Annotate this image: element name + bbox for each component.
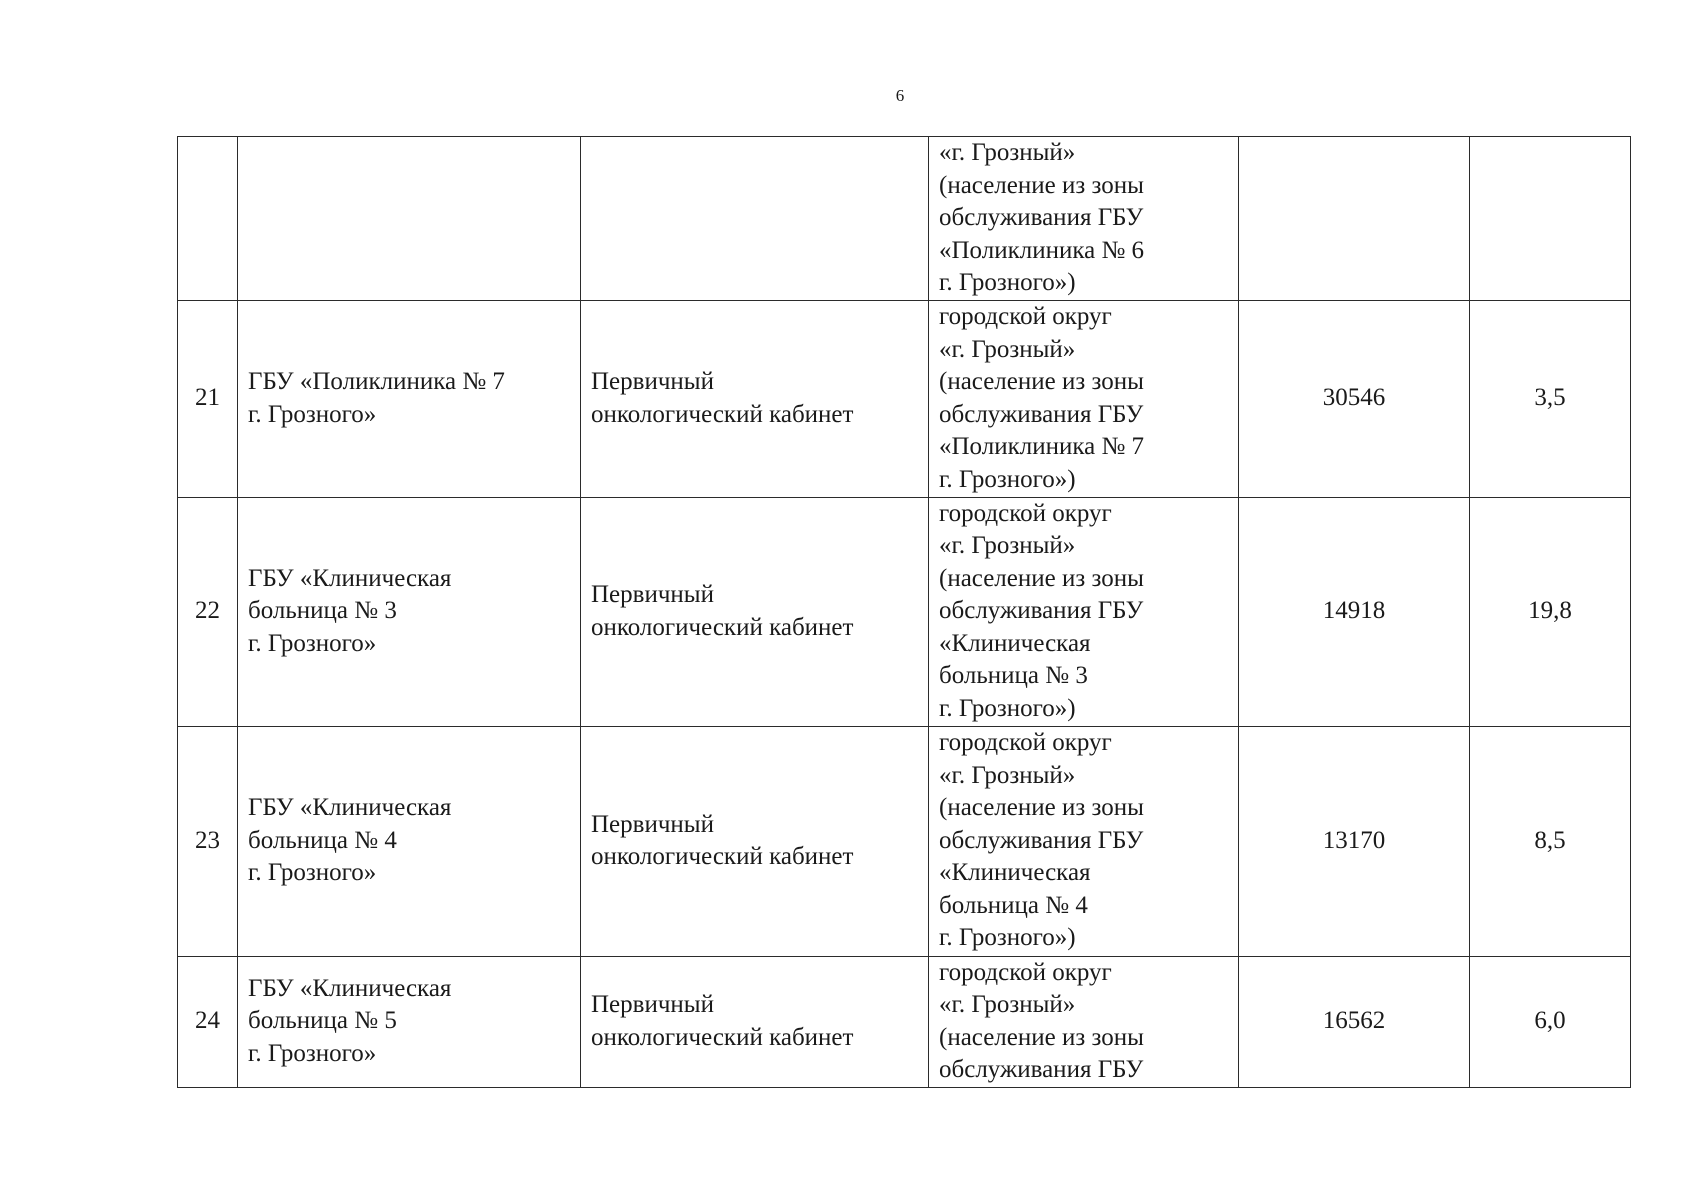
- service-area-cell: городской округ «г. Грозный» (население из зоны обслуживания ГБУ «Клиническая больница № 4 г. Грозного»): [929, 726, 1239, 956]
- value-cell: 6,0: [1470, 956, 1631, 1087]
- facility-type-cell: Первичный онкологический кабинет: [581, 300, 929, 497]
- population-cell: 16562: [1239, 956, 1470, 1087]
- population-cell: 13170: [1239, 726, 1470, 956]
- value-cell: 3,5: [1470, 300, 1631, 497]
- organization-cell: ГБУ «Клиническая больница № 3 г. Грозного»: [238, 497, 581, 726]
- population-cell: 30546: [1239, 300, 1470, 497]
- table-row: [178, 137, 1631, 301]
- facility-type-cell: [581, 137, 929, 301]
- organization-cell: ГБУ «Поликлиника № 7 г. Грозного»: [238, 300, 581, 497]
- service-area-cell: городской округ «г. Грозный» (население из зоны обслуживания ГБУ «Поликлиника № 7 г. Грозного»): [929, 300, 1239, 497]
- table-row: [178, 956, 1631, 1087]
- value-cell: [1470, 137, 1631, 301]
- service-area-cell: «г. Грозный» (население из зоны обслуживания ГБУ «Поликлиника № 6 г. Грозного»): [929, 137, 1239, 301]
- table-row: [178, 300, 1631, 497]
- population-cell: [1239, 137, 1470, 301]
- service-area-cell: городской округ «г. Грозный» (население из зоны обслуживания ГБУ: [929, 956, 1239, 1087]
- service-area-cell: городской округ «г. Грозный» (население из зоны обслуживания ГБУ «Клиническая больница № 3 г. Грозного»): [929, 497, 1239, 726]
- table-row: [178, 726, 1631, 956]
- row-number-cell: [178, 137, 238, 301]
- organization-cell: ГБУ «Клиническая больница № 4 г. Грозного»: [238, 726, 581, 956]
- row-number-cell: 21: [178, 300, 238, 497]
- row-number-cell: 22: [178, 497, 238, 726]
- organization-cell: ГБУ «Клиническая больница № 5 г. Грозного»: [238, 956, 581, 1087]
- page-number: 6: [895, 86, 905, 105]
- facilities-table: [177, 136, 1631, 1088]
- facility-type-cell: Первичный онкологический кабинет: [581, 956, 929, 1087]
- facility-type-cell: Первичный онкологический кабинет: [581, 726, 929, 956]
- organization-cell: [238, 137, 581, 301]
- table-row: [178, 497, 1631, 726]
- value-cell: 8,5: [1470, 726, 1631, 956]
- facility-type-cell: Первичный онкологический кабинет: [581, 497, 929, 726]
- row-number-cell: 24: [178, 956, 238, 1087]
- value-cell: 19,8: [1470, 497, 1631, 726]
- row-number-cell: 23: [178, 726, 238, 956]
- population-cell: 14918: [1239, 497, 1470, 726]
